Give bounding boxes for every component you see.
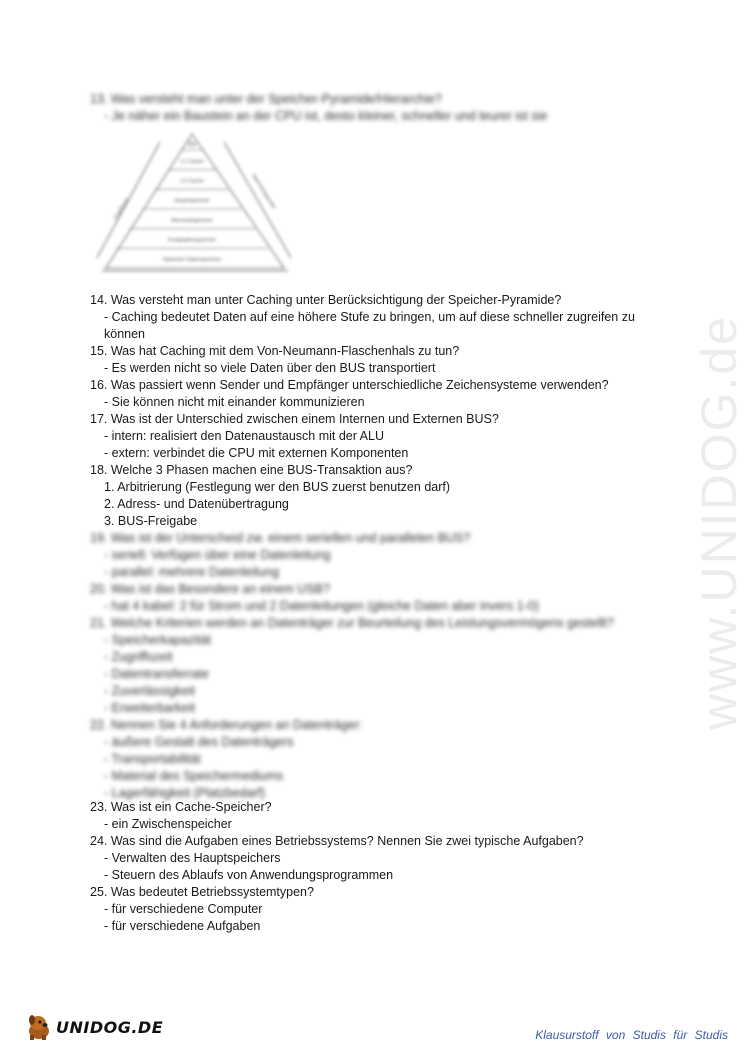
line-question: 16. Was passiert wenn Sender und Empfänger unterschiedliche Zeichensysteme verwenden? <box>90 378 609 392</box>
line-answer: - ein Zwischenspeicher <box>104 817 232 831</box>
line-answer: - parallel: mehrere Datenleitung <box>104 565 280 579</box>
unidog-logo <box>24 1012 163 1042</box>
pyramid-right-label: Speicherkapazität <box>250 172 277 210</box>
line-answer: - Lagerfähigkeit (Platzbedarf) <box>104 786 266 800</box>
line-answer: - Steuern des Ablaufs von Anwendungsprogrammen <box>104 868 394 882</box>
pyramid-level-label: Optische Datenspeicher <box>162 257 222 264</box>
line-question: 15. Was hat Caching mit dem Von-Neumann-Flaschenhals zu tun? <box>90 344 460 358</box>
dog-mascot-icon <box>24 1012 54 1042</box>
pyramid-left-label: Zugriffszeit <box>112 197 131 222</box>
line-answer: 3. BUS-Freigabe <box>104 514 198 528</box>
pyramid-level-label: L1 Cache <box>180 158 204 165</box>
pyramid-level-label: Hauptspeicher <box>174 198 210 205</box>
pyramid-level-label: Wechselspeicher <box>171 217 213 224</box>
line-answer: - für verschiedene Computer <box>104 902 263 916</box>
line-answer: - für verschiedene Aufgaben <box>104 919 261 933</box>
line-answer: - Speicherkapazität <box>104 633 212 647</box>
line-answer: 1. Arbitrierung (Festlegung wer den BUS zuerst benutzen darf) <box>104 480 451 494</box>
line-question: 21. Welche Kriterien werden an Datenträger zur Beurteilung des Leistungsvermögens gestellt? <box>90 616 614 630</box>
logo-text: UNIDOG.DE <box>56 1017 164 1037</box>
line-question: 14. Was versteht man unter Caching unter Berücksichtigung der Speicher-Pyramide? <box>90 293 562 307</box>
line-answer: - extern: verbindet die CPU mit externen Komponenten <box>104 446 409 460</box>
line-question: 22. Nennen Sie 4 Anforderungen an Datenträger: <box>90 718 363 732</box>
line-answer: - Zugriffszeit <box>104 650 173 664</box>
line-question: 17. Was ist der Unterschied zwischen einem Internen und Externen BUS? <box>90 412 499 426</box>
pyramid-level-label: Festplattenspeicher <box>168 237 216 244</box>
line-answer: - Erweiterbarkeit <box>104 701 195 715</box>
line-answer: - äußere Gestalt des Datenträgers <box>104 735 294 749</box>
line-answer: - seriell: Verfügen über eine Datenleitung <box>104 548 331 562</box>
pyramid-level-label: L2 Cache <box>180 178 204 185</box>
line-answer: - Zuverlässigkeit <box>104 684 195 698</box>
line-question: 20. Was ist das Besondere an einem USB? <box>90 582 330 596</box>
line-answer: - Material des Speichermediums <box>104 769 284 783</box>
line-answer: - Sie können nicht mit einander kommunizieren <box>104 395 365 409</box>
memory-pyramid-diagram <box>92 130 297 275</box>
line-answer: - Verwalten des Hauptspeichers <box>104 851 281 865</box>
footer-tagline: Klausurstoff von Studis für Studis <box>535 1028 728 1042</box>
pyramid-top-label: Zu <box>187 141 197 148</box>
line-answer: - Caching bedeutet Daten auf eine höhere Stufe zu bringen, um auf diese schneller zugreifen zu <box>104 310 635 324</box>
answer-13: - Je näher ein Baustein an der CPU ist, desto kleiner, schneller und teurer ist sie <box>104 109 548 123</box>
line-answer: - hat 4 kabel: 2 für Strom und 2 Datenleitungen (gleiche Daten aber invers 1-0) <box>104 599 539 613</box>
question-13: 13. Was versteht man unter der Speicher-Pyramide/Hierarchie? <box>90 92 442 106</box>
line-question: 25. Was bedeutet Betriebssystemtypen? <box>90 885 314 899</box>
line-answer: - Es werden nicht so viele Daten über den BUS transportiert <box>104 361 436 375</box>
line-answer: können <box>104 327 146 341</box>
line-question: 18. Welche 3 Phasen machen eine BUS-Transaktion aus? <box>90 463 413 477</box>
line-answer: - Datentransferrate <box>104 667 209 681</box>
line-answer: - intern: realisiert den Datenaustausch mit der ALU <box>104 429 384 443</box>
line-question: 23. Was ist ein Cache-Speicher? <box>90 800 272 814</box>
line-answer: 2. Adress- und Datenübertragung <box>104 497 289 511</box>
watermark: www.UNIDOG.de <box>691 315 747 730</box>
line-question: 19. Was ist der Unterscheid zw. einem seriellen und parallelen BUS? <box>90 531 471 545</box>
line-answer: - Transportabilität <box>104 752 201 766</box>
line-question: 24. Was sind die Aufgaben eines Betriebssystems? Nennen Sie zwei typische Aufgaben? <box>90 834 584 848</box>
